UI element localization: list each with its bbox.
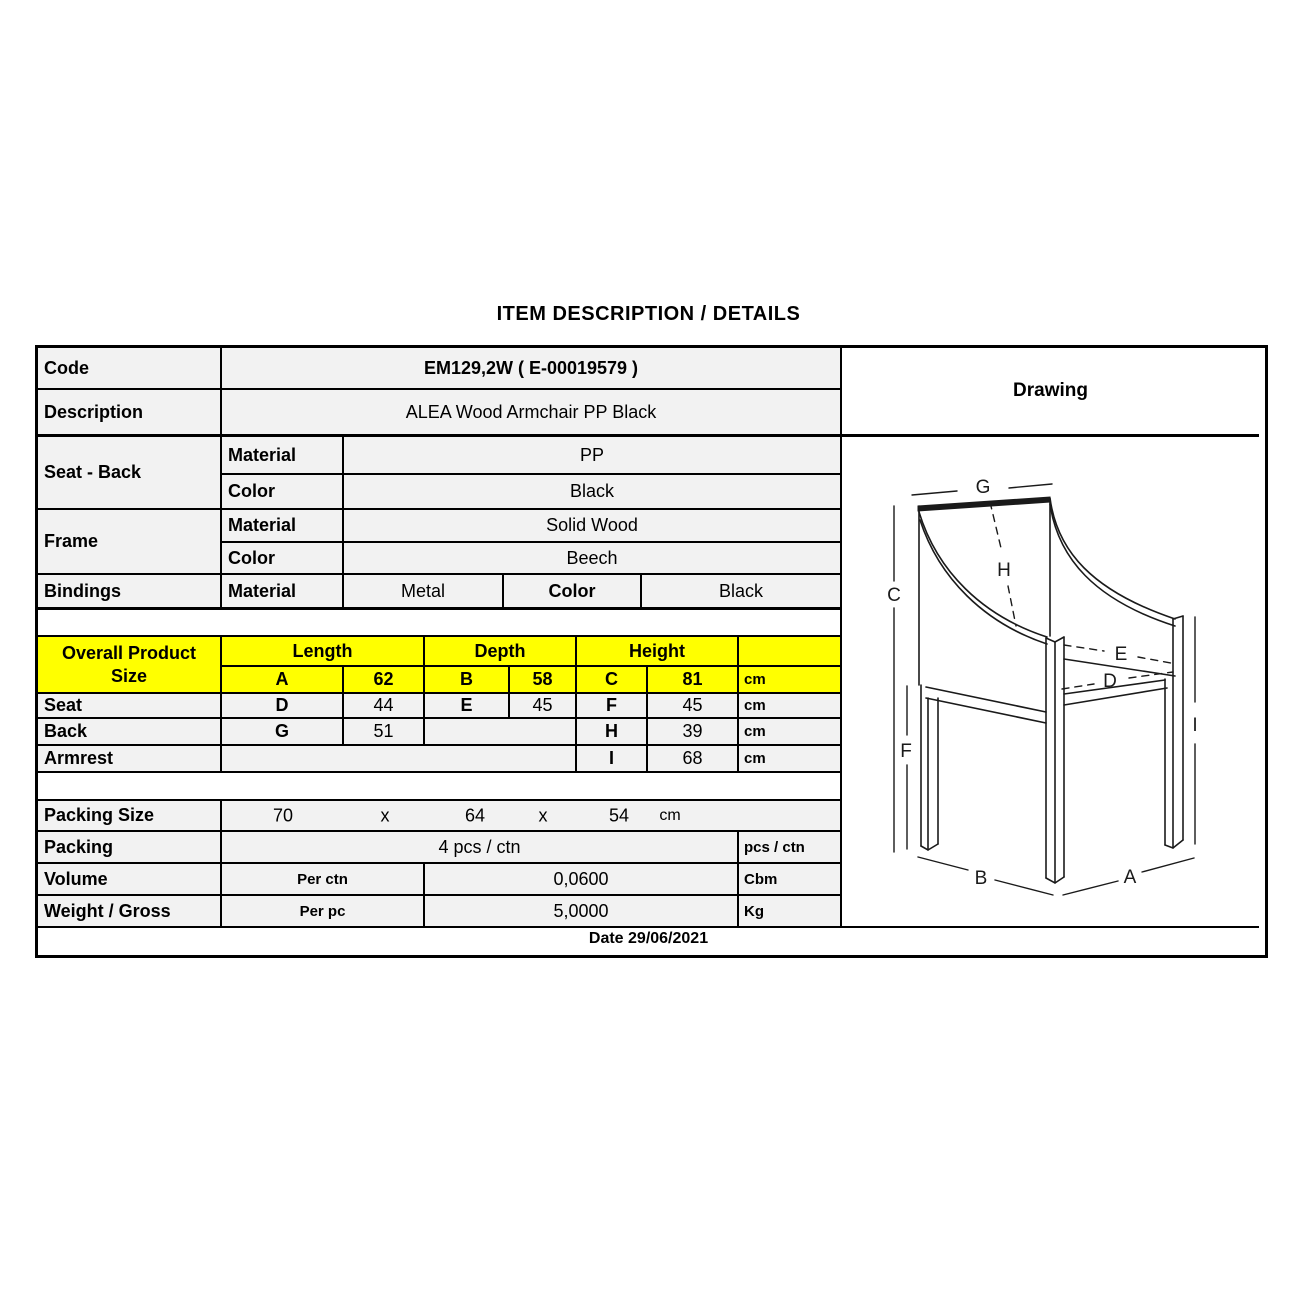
seat-back-material-label: Material (222, 437, 344, 475)
description-value: ALEA Wood Armchair PP Black (222, 390, 842, 437)
dim-label-B: B (974, 868, 988, 889)
weight-value: 5,0000 (425, 896, 739, 928)
date-row: Date 29/06/2021 (38, 928, 1259, 949)
overall-length-key: A (222, 667, 344, 694)
chair-left-arm-outer (919, 512, 1047, 637)
depth-header: Depth (425, 637, 577, 667)
seat-back-color-value: Black (344, 475, 842, 510)
page-title: ITEM DESCRIPTION / DETAILS (496, 303, 801, 325)
chair-back-top-beam (918, 497, 1050, 511)
frame-material-label: Material (222, 510, 344, 543)
armrest-row-label: Armrest (38, 746, 222, 773)
seat-length-key: D (222, 694, 344, 719)
back-height-key: H (577, 719, 648, 746)
chair-right-post-cap (1173, 616, 1183, 619)
frame-color-value: Beech (344, 543, 842, 575)
description-row-label: Description (38, 390, 222, 437)
code-value: EM129,2W ( E-00019579 ) (222, 348, 842, 390)
seat-back-material-value: PP (344, 437, 842, 475)
back-row-label: Back (38, 719, 222, 746)
seat-back-color-label: Color (222, 475, 344, 510)
overall-unit: cm (739, 667, 842, 694)
seat-unit: cm (739, 694, 842, 719)
back-depth-empty (425, 719, 577, 746)
code-row-label: Code (38, 348, 222, 390)
chair-right-arm-outer (1050, 498, 1175, 619)
volume-value: 0,0600 (425, 864, 739, 896)
height-header: Height (577, 637, 739, 667)
dim-label-I: I (1192, 715, 1198, 736)
volume-basis: Per ctn (222, 864, 425, 896)
bindings-color-label: Color (504, 575, 642, 610)
packing-size-dim1: 70 (272, 805, 294, 825)
chair-right-leg-foot (1165, 840, 1183, 848)
bindings-row-label: Bindings (38, 575, 222, 610)
packing-value: 4 pcs / ctn (222, 832, 739, 864)
dim-label-A: A (1123, 867, 1137, 888)
dim-label-F: F (900, 741, 912, 762)
seat-back-row-label: Seat - Back (38, 437, 222, 510)
overall-size-label-line1: Overall Product (61, 643, 197, 663)
dim-label-E: E (1114, 644, 1128, 665)
seat-depth-value: 45 (510, 694, 577, 719)
weight-basis: Per pc (222, 896, 425, 928)
bindings-color-value: Black (642, 575, 842, 610)
chair-left-leg-foot (921, 844, 938, 850)
overall-size-label-line2: Size (110, 665, 148, 686)
spacer-row-2 (38, 773, 842, 801)
armrest-unit: cm (739, 746, 842, 773)
chair-right-arm-inner (1050, 504, 1175, 626)
armrest-height-key: I (577, 746, 648, 773)
packing-size-row-label: Packing Size (38, 801, 222, 832)
packing-size-dim2: 64 (464, 805, 486, 825)
spacer-row-1 (38, 610, 842, 637)
back-height-value: 39 (648, 719, 739, 746)
spec-table (35, 345, 1268, 958)
packing-unit: pcs / ctn (739, 832, 842, 864)
packing-size-value (222, 801, 842, 832)
back-length-key: G (222, 719, 344, 746)
back-unit: cm (739, 719, 842, 746)
seat-row-label: Seat (38, 694, 222, 719)
volume-row-label: Volume (38, 864, 222, 896)
seat-length-value: 44 (344, 694, 425, 719)
chair-drawing (842, 437, 1259, 927)
volume-unit: Cbm (739, 864, 842, 896)
frame-material-value: Solid Wood (344, 510, 842, 543)
dim-label-G: G (975, 477, 991, 498)
chair-left-apron-top (926, 687, 1046, 712)
dim-label-C: C (887, 585, 901, 606)
length-header: Length (222, 637, 425, 667)
chair-left-apron-bottom (926, 698, 1046, 723)
back-length-value: 51 (344, 719, 425, 746)
overall-height-value: 81 (648, 667, 739, 694)
armrest-empty (222, 746, 577, 773)
packing-size-dim3: 54 (608, 805, 630, 825)
packing-size-sep2: x (538, 805, 548, 825)
weight-row-label: Weight / Gross (38, 896, 222, 928)
packing-size-sep1: x (380, 805, 390, 825)
dims-header-unit-empty (739, 637, 842, 667)
overall-depth-value: 58 (510, 667, 577, 694)
drawing-header: Drawing (842, 348, 1259, 437)
seat-height-key: F (577, 694, 648, 719)
overall-depth-key: B (425, 667, 510, 694)
chair-left-arm-inner (920, 520, 1047, 644)
overall-size-label (38, 637, 222, 694)
drawing-cell (842, 437, 1259, 928)
packing-size-unit: cm (659, 806, 681, 824)
overall-height-key: C (577, 667, 648, 694)
frame-color-label: Color (222, 543, 344, 575)
weight-unit: Kg (739, 896, 842, 928)
bindings-material-label: Material (222, 575, 344, 610)
bindings-material-value: Metal (344, 575, 504, 610)
dim-label-H: H (997, 560, 1011, 581)
seat-depth-key: E (425, 694, 510, 719)
seat-height-value: 45 (648, 694, 739, 719)
frame-row-label: Frame (38, 510, 222, 575)
dim-label-D: D (1103, 671, 1117, 692)
armrest-height-value: 68 (648, 746, 739, 773)
overall-length-value: 62 (344, 667, 425, 694)
packing-row-label: Packing (38, 832, 222, 864)
